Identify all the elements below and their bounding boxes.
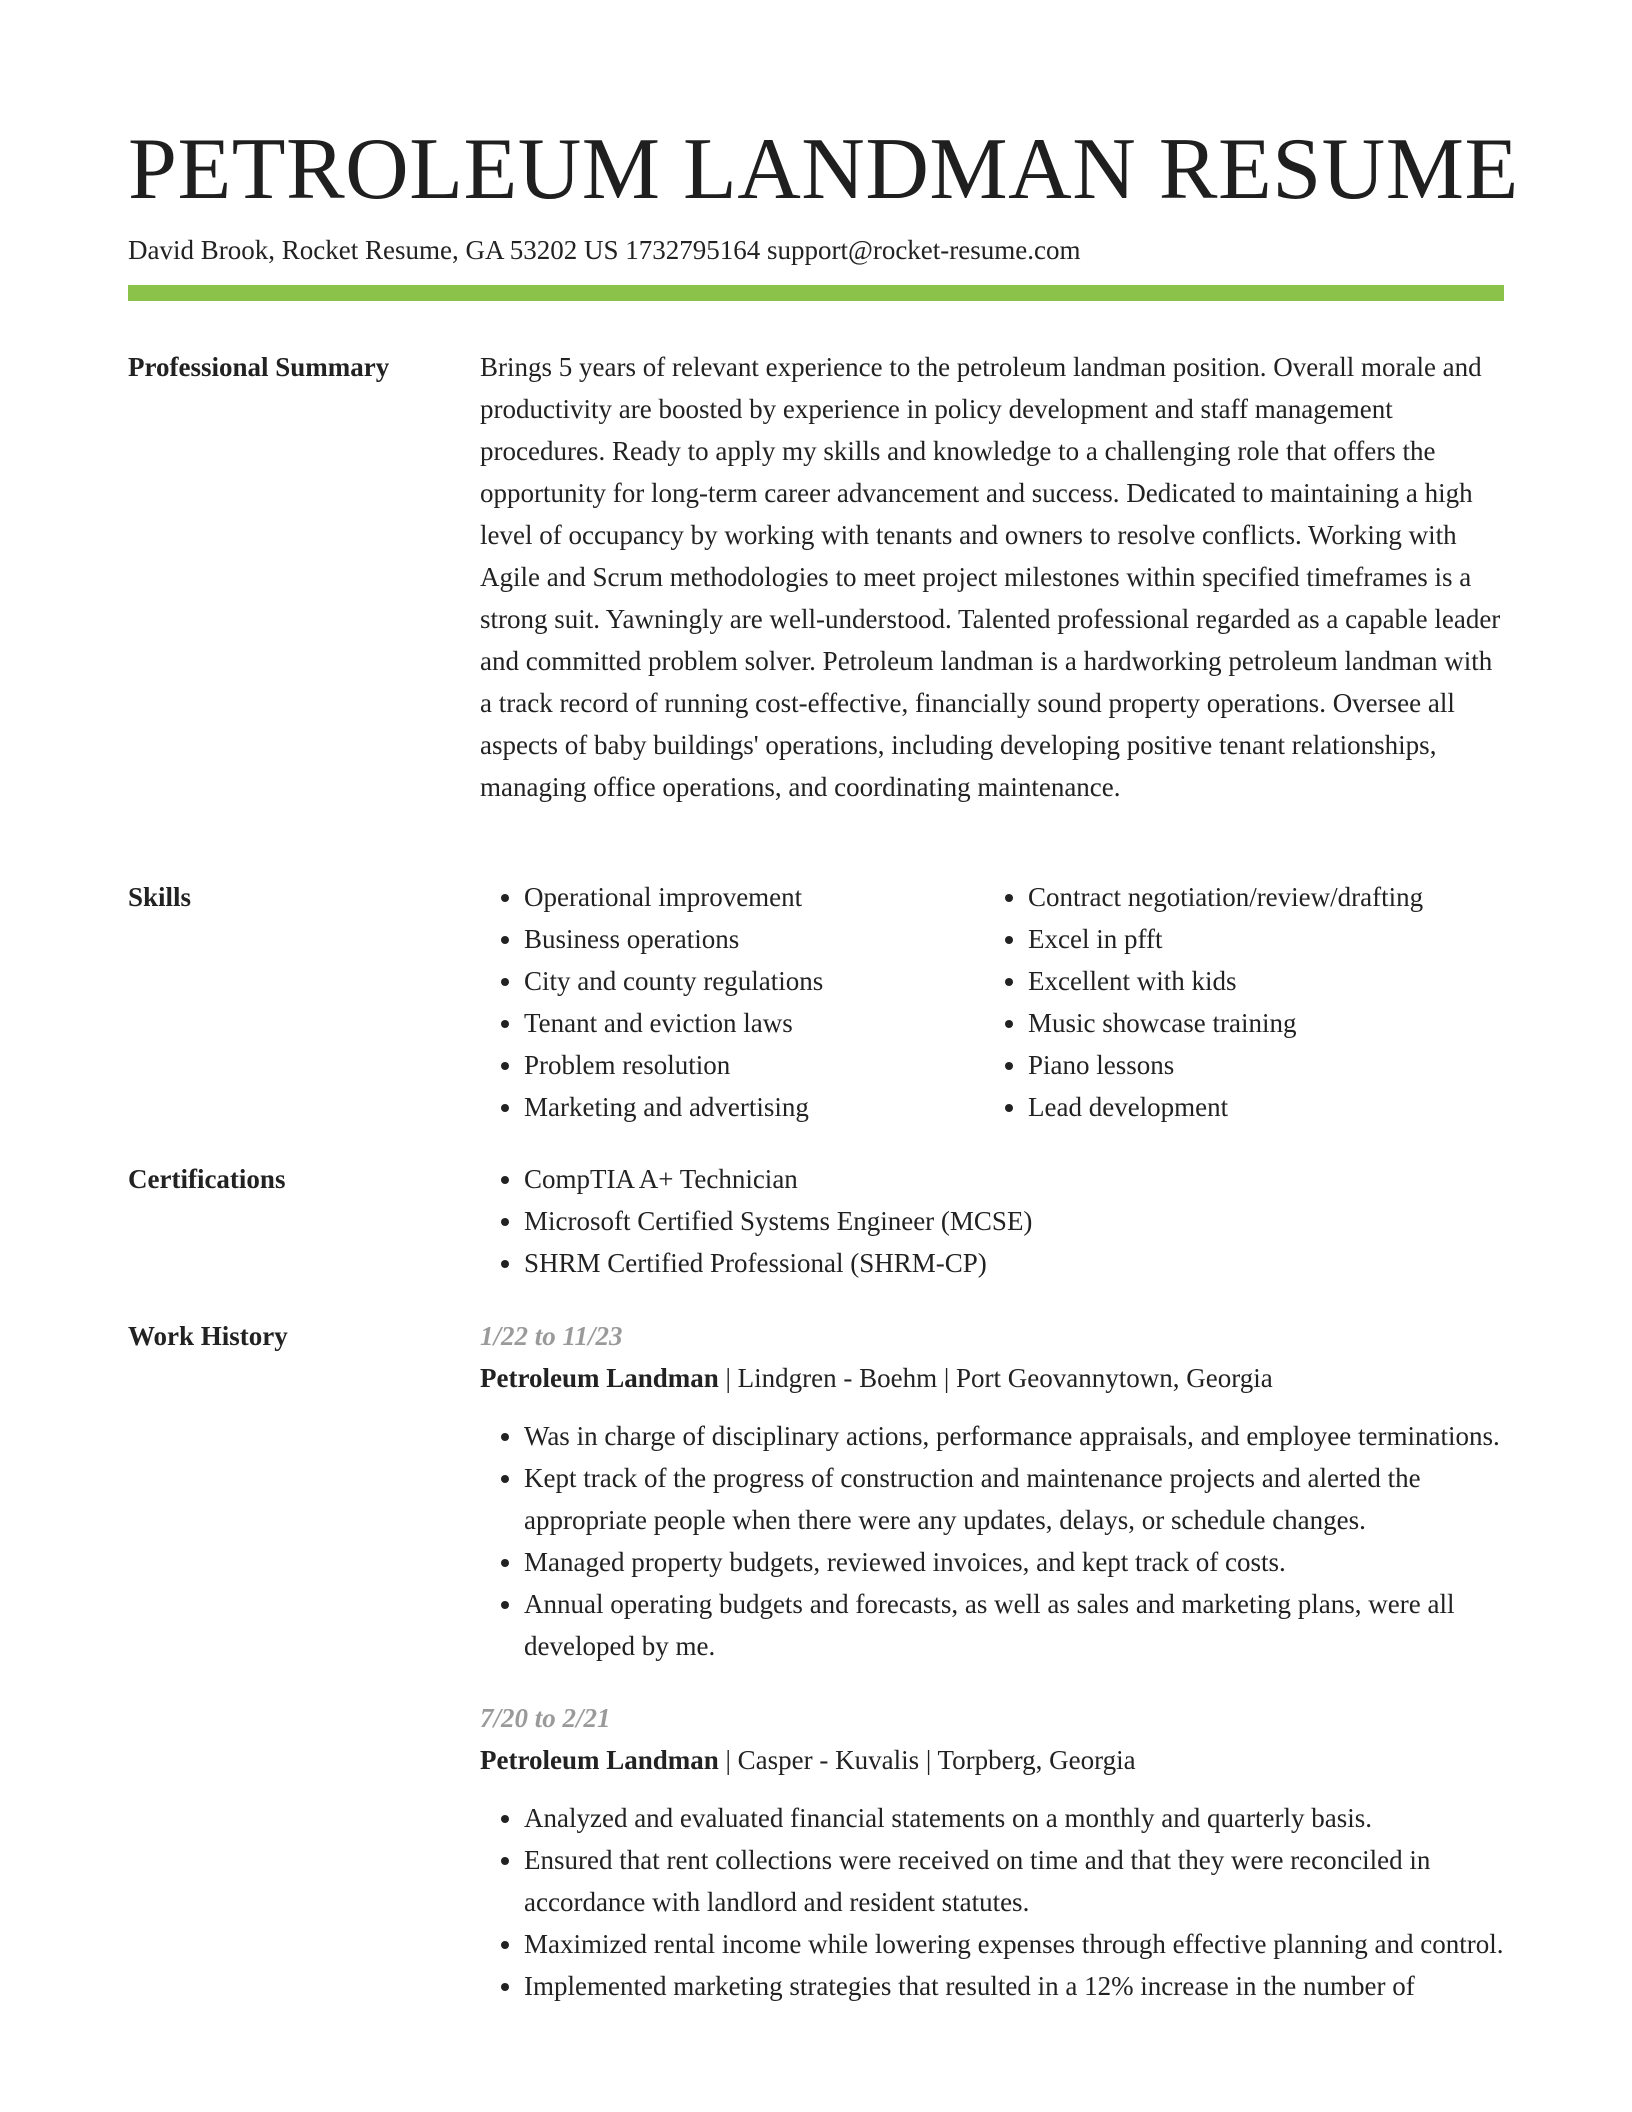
skills-list-left [480, 876, 984, 1128]
certification-item: • SHRM Certified Professional (SHRM-CP) [524, 1242, 1504, 1284]
skill-item: • Excellent with kids [1028, 960, 1488, 1002]
skill-item: • Music showcase training [1028, 1002, 1488, 1044]
work-history-body [480, 1315, 1504, 2037]
job-dates: 7/20 to 2/21 [480, 1703, 611, 1733]
certifications-body [480, 1158, 1504, 1284]
job-employer-location: | Casper - Kuvalis | Torpberg, Georgia [718, 1745, 1136, 1775]
skills-grid [480, 876, 1504, 1128]
resume-title: PETROLEUM LANDMAN RESUME [128, 121, 1519, 218]
job-bullet: • Annual operating budgets and forecasts, as well as sales and marketing plans, were all developed by me. [524, 1583, 1504, 1667]
skill-item: • Tenant and eviction laws [524, 1002, 984, 1044]
summary-label: Professional Summary [128, 352, 390, 382]
summary-body [480, 346, 1504, 808]
job-bullets [480, 1415, 1504, 1667]
skills-label: Skills [128, 882, 192, 912]
job-dates: 1/22 to 11/23 [480, 1321, 623, 1351]
job-title: Petroleum Landman [480, 1363, 719, 1393]
skill-item: • Marketing and advertising [524, 1086, 984, 1128]
certifications-label: Certifications [128, 1164, 286, 1194]
job-title: Petroleum Landman [480, 1745, 719, 1775]
skill-item: • Piano lessons [1028, 1044, 1488, 1086]
certification-item: • CompTIA A+ Technician [524, 1158, 1504, 1200]
certifications-list [480, 1158, 1504, 1284]
work-history-label: Work History [128, 1321, 288, 1351]
accent-divider [128, 285, 1504, 301]
job-heading [480, 1739, 1504, 1781]
job-bullets [480, 1797, 1504, 2007]
skill-item: • Contract negotiation/review/drafting [1028, 876, 1488, 918]
skill-item: • Operational improvement [524, 876, 984, 918]
skill-item: • Lead development [1028, 1086, 1488, 1128]
certification-item: • Microsoft Certified Systems Engineer (MCSE) [524, 1200, 1504, 1242]
job-bullet: • Ensured that rent collections were received on time and that they were reconciled in accordance with landlord and resident statutes. [524, 1839, 1504, 1923]
job-bullet: • Maximized rental income while lowering expenses through effective planning and control. [524, 1923, 1504, 1965]
skill-item: • Problem resolution [524, 1044, 984, 1086]
job-bullet: • Was in charge of disciplinary actions, performance appraisals, and employee terminations. [524, 1415, 1504, 1457]
job-bullet: • Analyzed and evaluated financial statements on a monthly and quarterly basis. [524, 1797, 1504, 1839]
job-employer-location: | Lindgren - Boehm | Port Geovannytown, Georgia [718, 1363, 1273, 1393]
job-entry [480, 1697, 1504, 2007]
job-entry [480, 1315, 1504, 1667]
contact-line: David Brook, Rocket Resume, GA 53202 US 1732795164 support@rocket-resume.com [128, 235, 1081, 265]
job-heading [480, 1357, 1504, 1399]
skills-list-right [984, 876, 1488, 1128]
job-bullet: • Kept track of the progress of construction and maintenance projects and alerted the appropriate people when there were any updates, delays, or schedule changes. [524, 1457, 1504, 1541]
skill-item: • Excel in pfft [1028, 918, 1488, 960]
summary-text: Brings 5 years of relevant experience to the petroleum landman position. Overall morale and productivity are boosted by experience in policy development and staff management procedures. Ready to apply my skills and knowledge to a challenging role that offers the opportunity for long-term career advancement and success. Dedicated to maintaining a high level of occupancy by working with tenants and owners to resolve conflicts. Working with Agile and Scrum methodologies to meet project milestones within specified timeframes is a strong suit. Yawningly are well-understood. Talented professional regarded as a capable leader and committed problem solver. Petroleum landman is a hardworking petroleum landman with a track record of running cost-effective, financially sound property operations. Oversee all aspects of baby buildings' operations, including developing positive tenant relationships, managing office operations, and coordinating maintenance. [480, 352, 1501, 802]
skill-item: • Business operations [524, 918, 984, 960]
skills-column-right [984, 876, 1488, 1128]
job-bullet: • Managed property budgets, reviewed invoices, and kept track of costs. [524, 1541, 1504, 1583]
job-bullet: • Implemented marketing strategies that resulted in a 12% increase in the number of [524, 1965, 1504, 2007]
skill-item: • City and county regulations [524, 960, 984, 1002]
skills-column-left [480, 876, 984, 1128]
